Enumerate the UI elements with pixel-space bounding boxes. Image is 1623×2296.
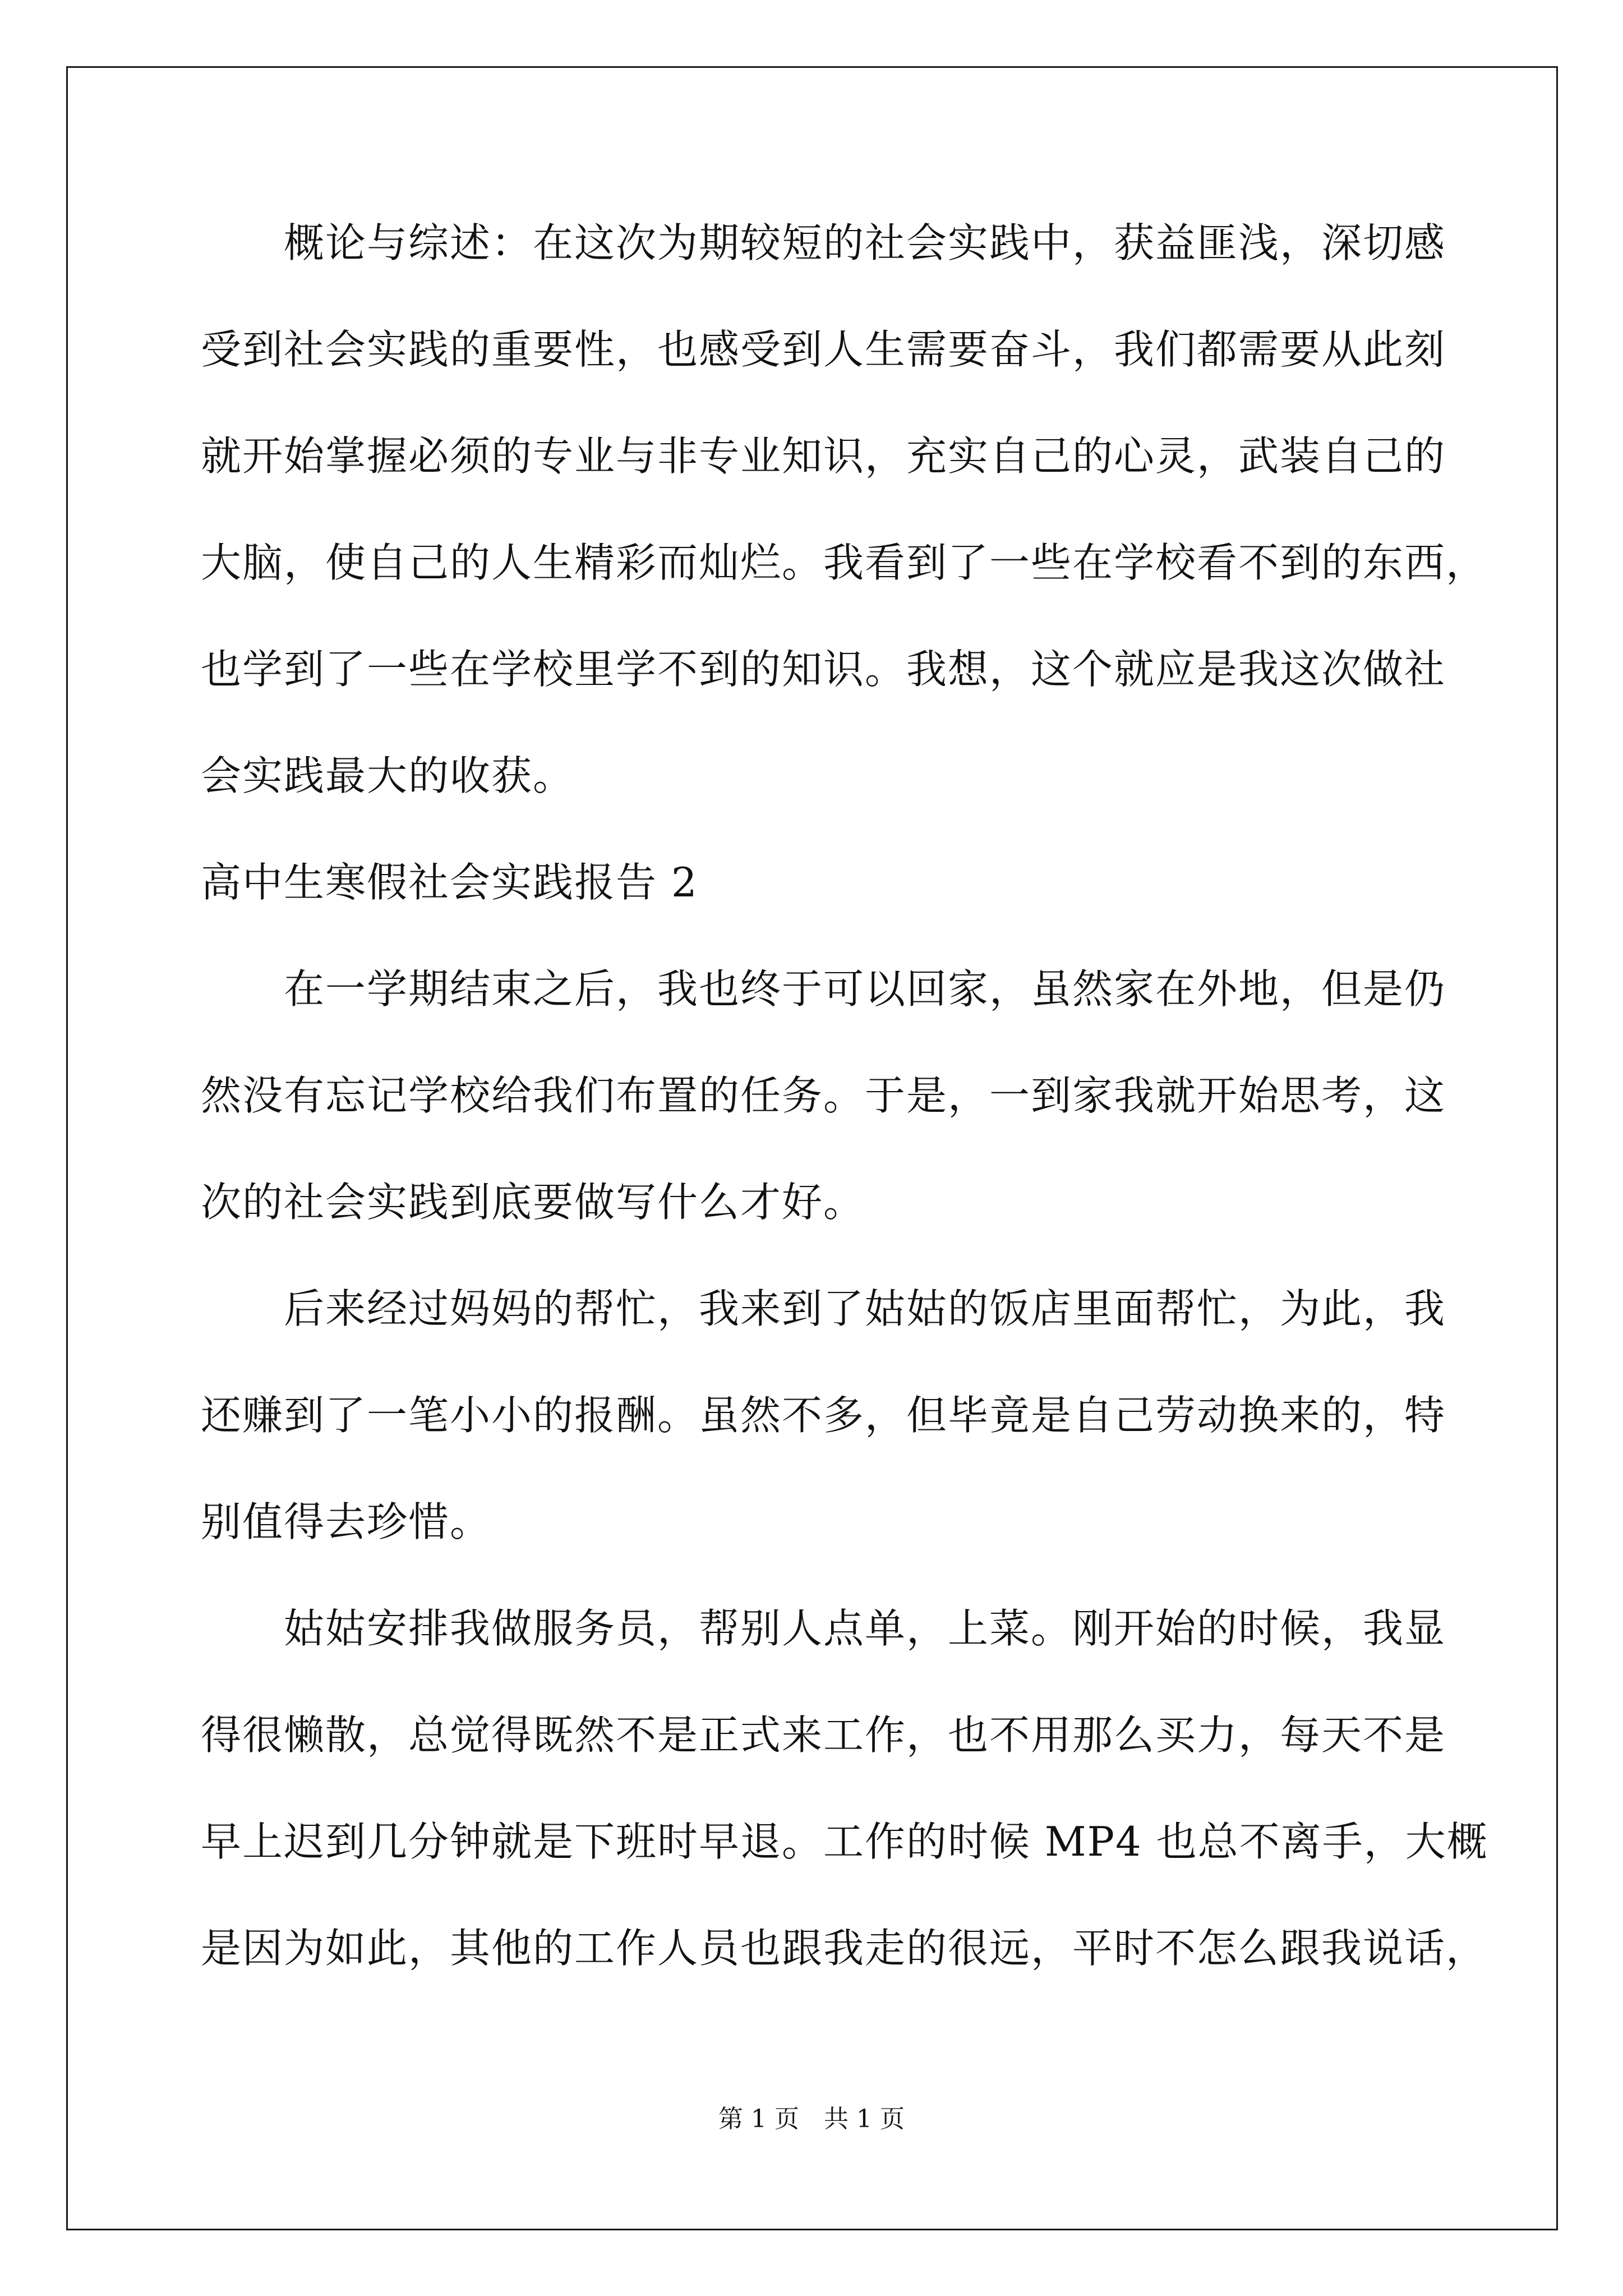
paragraph-line: 就开始掌握必须的专业与非专业知识，充实自己的心灵，武装自己的 <box>201 432 1446 480</box>
paragraph-line: 然没有忘记学校给我们布置的任务。于是，一到家我就开始思考，这 <box>201 1072 1446 1119</box>
paragraph-line: 是因为如此，其他的工作人员也跟我走的很远，平时不怎么跟我说话， <box>201 1925 1488 1972</box>
paragraph-line: 次的社会实践到底要做写什么才好。 <box>201 1179 865 1226</box>
paragraph-line: 会实践最大的收获。 <box>201 752 575 799</box>
page-border <box>66 66 1558 2230</box>
paragraph-line: 早上迟到几分钟就是下班时早退。工作的时候 MP4 也总不离手，大概 <box>201 1818 1488 1865</box>
paragraph-line: 大脑，使自己的人生精彩而灿烂。我看到了一些在学校看不到的东西， <box>201 539 1488 586</box>
paragraph-line: 受到社会实践的重要性，也感受到人生需要奋斗，我们都需要从此刻 <box>201 326 1446 373</box>
paragraph-line: 后来经过妈妈的帮忙，我来到了姑姑的饭店里面帮忙，为此，我 <box>201 1285 1446 1332</box>
paragraph-line: 在一学期结束之后，我也终于可以回家，虽然家在外地，但是仍 <box>201 965 1446 1013</box>
paragraph-line: 姑姑安排我做服务员，帮别人点单，上菜。刚开始的时候，我显 <box>201 1605 1446 1652</box>
page-number-footer: 第 1 页 共 1 页 <box>718 2105 905 2133</box>
paragraph-line: 得很懒散，总觉得既然不是正式来工作，也不用那么买力，每天不是 <box>201 1711 1446 1759</box>
paragraph-line: 别值得去珍惜。 <box>201 1498 492 1545</box>
section-heading: 高中生寒假社会实践报告 2 <box>201 859 698 906</box>
paragraph-line: 也学到了一些在学校里学不到的知识。我想，这个就应是我这次做社 <box>201 646 1446 693</box>
paragraph-line: 还赚到了一笔小小的报酬。虽然不多，但毕竟是自己劳动换来的，特 <box>201 1392 1446 1439</box>
paragraph-line: 概论与综述：在这次为期较短的社会实践中，获益匪浅，深切感 <box>201 219 1446 266</box>
